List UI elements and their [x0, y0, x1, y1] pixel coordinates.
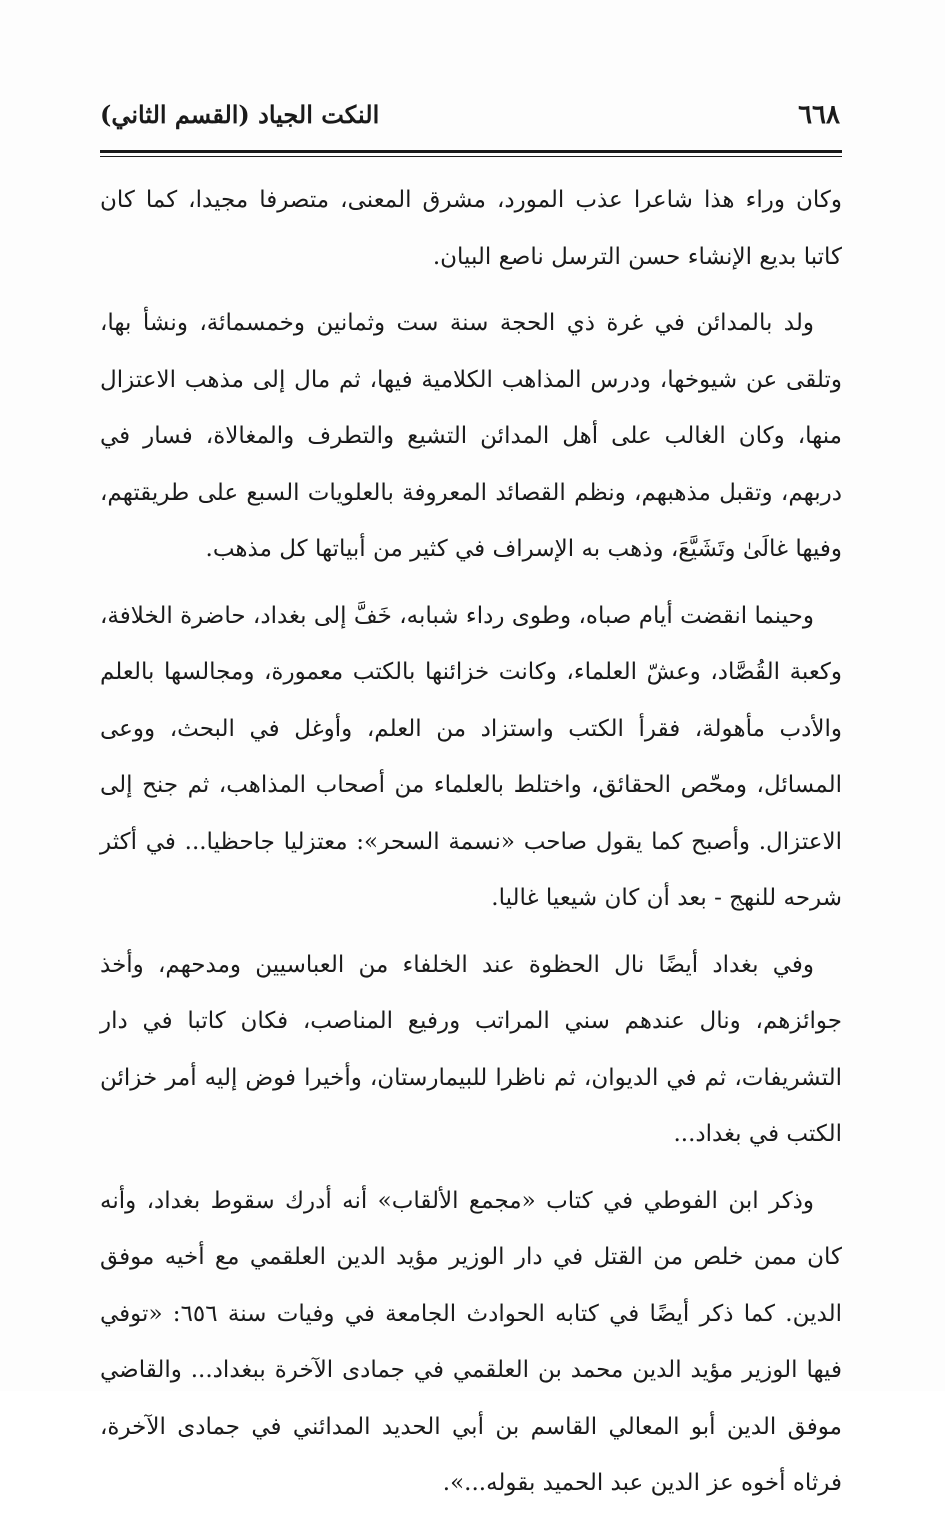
body-text — [100, 172, 842, 1522]
header-rule-thin — [100, 156, 842, 157]
page-number: ٦٦٨ — [798, 100, 840, 130]
page-header — [100, 96, 840, 148]
paragraph-2: ولد بالمدائن في غرة ذي الحجة سنة ست وثمانين وخمسمائة، ونشأ بها، وتلقى عن شيوخها، ودرس المذاهب الكلامية فيها، ثم مال إلى مذهب الاعتزال منها، وكان الغالب على أهل المدائن التشيع والتطرف والمغالاة، فسار في دربهم، وتقبل مذهبهم، ونظم القصائد المعروفة بالعلويات السبع على طريقتهم، وفيها غالَىٰ وتَشَيَّعَ، وذهب به الإسراف في كثير من أبياتها كل مذهب. — [100, 310, 842, 562]
paragraph-4: وفي بغداد أيضًا نال الحظوة عند الخلفاء من العباسيين ومدحهم، وأخذ جوائزهم، ونال عندهم سني المراتب ورفيع المناصب، فكان كاتبا في دار التشريفات، ثم في الديوان، ثم ناظرا للبيمارستان، وأخيرا فوض إليه أمر خزائن الكتب في بغداد... — [100, 951, 842, 1147]
paragraph-5: وذكر ابن الفوطي في كتاب «مجمع الألقاب» أنه أدرك سقوط بغداد، وأنه كان ممن خلص من القتل في دار الوزير مؤيد الدين العلقمي مع أخيه موفق الدين. كما ذكر أيضًا في كتابه الحوادث الجامعة في وفيات سنة ٦٥٦: «توفي فيها الوزير مؤيد الدين محمد بن العلقمي في جمادى الآخرة ببغداد... والقاضي موفق الدين أبو المعالي القاسم بن أبي الحديد المدائني في جمادى الآخرة، فرثاه أخوه عز الدين عبد الحميد بقوله...». — [100, 1187, 842, 1496]
paragraph-1: وكان وراء هذا شاعرا عذب المورد، مشرق المعنى، متصرفا مجيدا، كما كان كاتبا بديع الإنشاء حسن الترسل ناصع البيان. — [100, 187, 842, 270]
header-rule-thick — [100, 150, 842, 153]
running-title: النكت الجياد (القسم الثاني) — [100, 100, 380, 129]
paragraph-3: وحينما انقضت أيام صباه، وطوى رداء شبابه، خَفَّ إلى بغداد، حاضرة الخلافة، وكعبة القُصَّاد، وعشّ العلماء، وكانت خزائنها بالكتب معمورة، ومجالسها بالعلم والأدب مأهولة، فقرأ الكتب واستزاد من العلم، وأوغل في البحث، ووعى المسائل، ومحّص الحقائق، واختلط بالعلماء من أصحاب المذاهب، ثم جنح إلى الاعتزال. وأصبح كما يقول صاحب «نسمة السحر»: معتزليا جاحظيا... في أكثر شرحه للنهج - بعد أن كان شيعيا غاليا. — [100, 602, 842, 911]
